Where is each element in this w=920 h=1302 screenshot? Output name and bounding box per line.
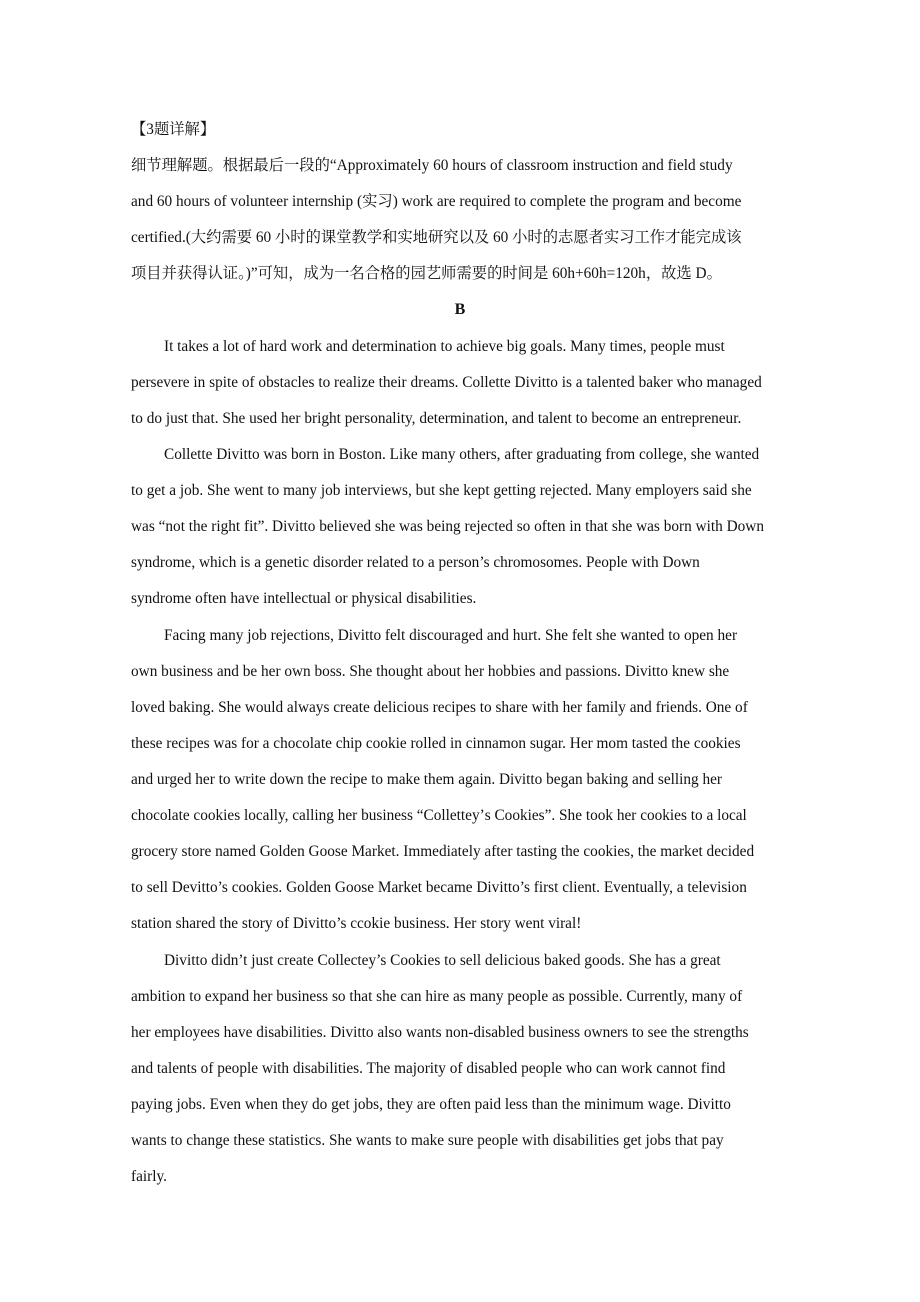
paragraph-4-line: her employees have disabilities. Divitto also wants non-disabled business owners to see the strengths (131, 1024, 749, 1041)
question-3-explanation-label: 【3题详解】 (131, 121, 216, 138)
paragraph-4-line: ambition to expand her business so that she can hire as many people as possible. Currently, many of (131, 988, 743, 1005)
paragraph-3-line: loved baking. She would always create delicious recipes to share with her family and friends. One of (131, 699, 748, 716)
paragraph-4-line: fairly. (131, 1168, 167, 1185)
paragraph-2-line: to get a job. She went to many job interviews, but she kept getting rejected. Many employers said she (131, 482, 752, 499)
explanation-line: 项目并获得认证。)”可知，成为一名合格的园艺师需要的时间是 60h+60h=120h，故选 D。 (131, 265, 722, 282)
explanation-line: and 60 hours of volunteer internship (实习) work are required to complete the program and become (131, 193, 742, 210)
explanation-line: 细节理解题。根据最后一段的“Approximately 60 hours of classroom instruction and field study (131, 157, 733, 174)
paragraph-3-line: chocolate cookies locally, calling her business “Colletteу’s Cookies”. She took her cookies to a local (131, 807, 747, 824)
paragraph-2-line: was “not the right fit”. Divitto believed she was being rejected so often in that she was born with Down (131, 518, 764, 535)
paragraph-3-line: own business and be her own boss. She thought about her hobbies and passions. Divitto knew she (131, 663, 730, 680)
paragraph-2-line: Collette Divitto was born in Boston. Like many others, after graduating from college, she wanted (164, 446, 760, 463)
paragraph-3-line: Facing many job rejections, Divitto felt discouraged and hurt. She felt she wanted to open her (164, 627, 738, 644)
paragraph-1-line: It takes a lot of hard work and determination to achieve big goals. Many times, people must (164, 338, 725, 355)
paragraph-3-line: to sell Devitto’s cookies. Golden Goose Market became Divitto’s first client. Eventually, a television (131, 879, 747, 896)
paragraph-4-line: wants to change these statistics. She wants to make sure people with disabilities get jobs that pay (131, 1132, 724, 1149)
paragraph-3-line: these recipes was for a chocolate chip cookie rolled in cinnamon sugar. Her mom tasted the cookies (131, 735, 741, 752)
paragraph-4-line: Divitto didn’t just create Collectey’s Cookies to sell delicious baked goods. She has a great (164, 952, 721, 969)
paragraph-4-line: and talents of people with disabilities. The majority of disabled people who can work cannot find (131, 1060, 726, 1077)
paragraph-4-line: paying jobs. Even when they do get jobs, they are often paid less than the minimum wage. Divitto (131, 1096, 731, 1113)
passage-heading: B (454, 301, 466, 318)
paragraph-1-line: persevere in spite of obstacles to realize their dreams. Collette Divitto is a talented baker who managed (131, 374, 762, 391)
paragraph-2-line: syndrome, which is a genetic disorder related to a person’s chromosomes. People with Down (131, 554, 700, 571)
paragraph-3-line: and urged her to write down the recipe to make them again. Divitto began baking and selling her (131, 771, 723, 788)
paragraph-3-line: grocery store named Golden Goose Market. Immediately after tasting the cookies, the market decided (131, 843, 755, 860)
paragraph-1-line: to do just that. She used her bright personality, determination, and talent to become an entrepreneur. (131, 410, 742, 427)
explanation-line: certified.(大约需要 60 小时的课堂教学和实地研究以及 60 小时的志愿者实习工作才能完成该 (131, 229, 742, 246)
paragraph-3-line: station shared the story of Divitto’s ccokie business. Her story went viral! (131, 915, 582, 932)
paragraph-2-line: syndrome often have intellectual or physical disabilities. (131, 590, 477, 607)
